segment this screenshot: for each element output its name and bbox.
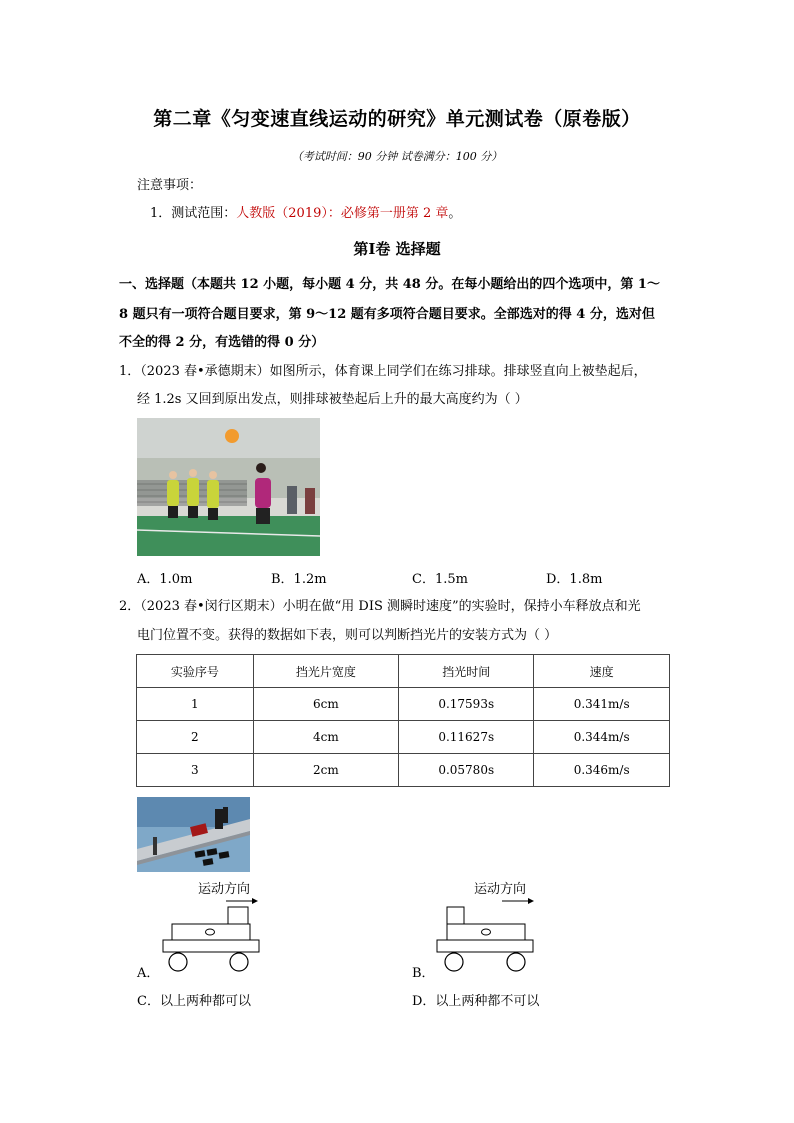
- table-cell: 6cm: [253, 688, 398, 721]
- notes-item-1-suffix: 。: [448, 206, 462, 221]
- question-1-line-1: 1．（2023 春•承德期末）如图所示，体育课上同学们在练习排球。排球竖直向上被垫起后，: [119, 364, 647, 379]
- question-1-option-c: C．1.5m: [412, 572, 468, 587]
- table-header: 实验序号: [137, 655, 254, 688]
- table-row: [137, 754, 670, 787]
- volleyball-photo: [137, 418, 320, 556]
- cart-b-drawing: [436, 878, 536, 976]
- table-cell: 2cm: [253, 754, 398, 787]
- cart-a-drawing: [162, 878, 262, 976]
- question-2-option-c: C．以上两种都可以: [137, 994, 251, 1009]
- data-table: [136, 654, 670, 787]
- table-cell: 0.17593s: [399, 688, 534, 721]
- question-2-option-b: B．: [412, 966, 435, 981]
- question-1-option-d: D．1.8m: [546, 572, 603, 587]
- table-header: 挡光片宽度: [253, 655, 398, 688]
- question-1-line-2: 经 1.2s 又回到原出发点，则排球被垫起后上升的最大高度约为（ ）: [137, 392, 528, 407]
- section-title: 第Ⅰ卷 选择题: [353, 240, 441, 258]
- table-header: 挡光时间: [399, 655, 534, 688]
- table-cell: 3: [137, 754, 254, 787]
- instructions-line-1: 一、选择题（本题共 12 小题，每小题 4 分，共 48 分。在每小题给出的四个选项中，第 1～: [119, 277, 660, 292]
- table-row: [137, 721, 670, 754]
- cart-diagram-a: [162, 878, 262, 976]
- direction-label-a: 运动方向: [198, 882, 251, 897]
- question-1-option-b: B．1.2m: [271, 572, 327, 587]
- dis-apparatus-photo: [137, 797, 250, 872]
- instructions-line-3: 不全的得 2 分，有选错的得 0 分）: [119, 335, 325, 350]
- table-cell: 0.05780s: [399, 754, 534, 787]
- table-cell: 0.346m/s: [534, 754, 670, 787]
- table-row: [137, 688, 670, 721]
- question-2-line-2: 电门位置不变。获得的数据如下表，则可以判断挡光片的安装方式为（ ）: [137, 628, 558, 643]
- question-1-option-a: A．1.0m: [137, 572, 193, 587]
- table-cell: 2: [137, 721, 254, 754]
- direction-label-b: 运动方向: [474, 882, 527, 897]
- table-cell: 4cm: [253, 721, 398, 754]
- cart-diagram-b: [436, 878, 536, 976]
- table-cell: 0.11627s: [399, 721, 534, 754]
- table-cell: 1: [137, 688, 254, 721]
- table-header-row: [137, 655, 670, 688]
- notes-item-1-prefix: 1．测试范围：: [150, 206, 237, 221]
- notes-item-1: [150, 206, 461, 222]
- table-header: 速度: [534, 655, 670, 688]
- table-cell: 0.344m/s: [534, 721, 670, 754]
- instructions-line-2: 8 题只有一项符合题目要求，第 9～12 题有多项符合题目要求。全部选对的得 4 分，选对但: [119, 307, 655, 322]
- notes-heading: 注意事项：: [137, 178, 203, 193]
- question-2-line-1: 2．（2023 春•闵行区期末）小明在做“用 DIS 测瞬时速度”的实验时，保持小车释放点和光: [119, 599, 641, 614]
- notes-item-1-scope: 人教版（2019）：必修第一册第 2 章: [236, 206, 449, 221]
- exam-info: （考试时间：90 分钟 试卷满分：100 分）: [291, 150, 503, 163]
- question-2-option-a: A．: [137, 966, 160, 981]
- question-2-option-d: D．以上两种都不可以: [412, 994, 540, 1009]
- table-cell: 0.341m/s: [534, 688, 670, 721]
- page-title: 第二章《匀变速直线运动的研究》单元测试卷（原卷版）: [153, 108, 641, 130]
